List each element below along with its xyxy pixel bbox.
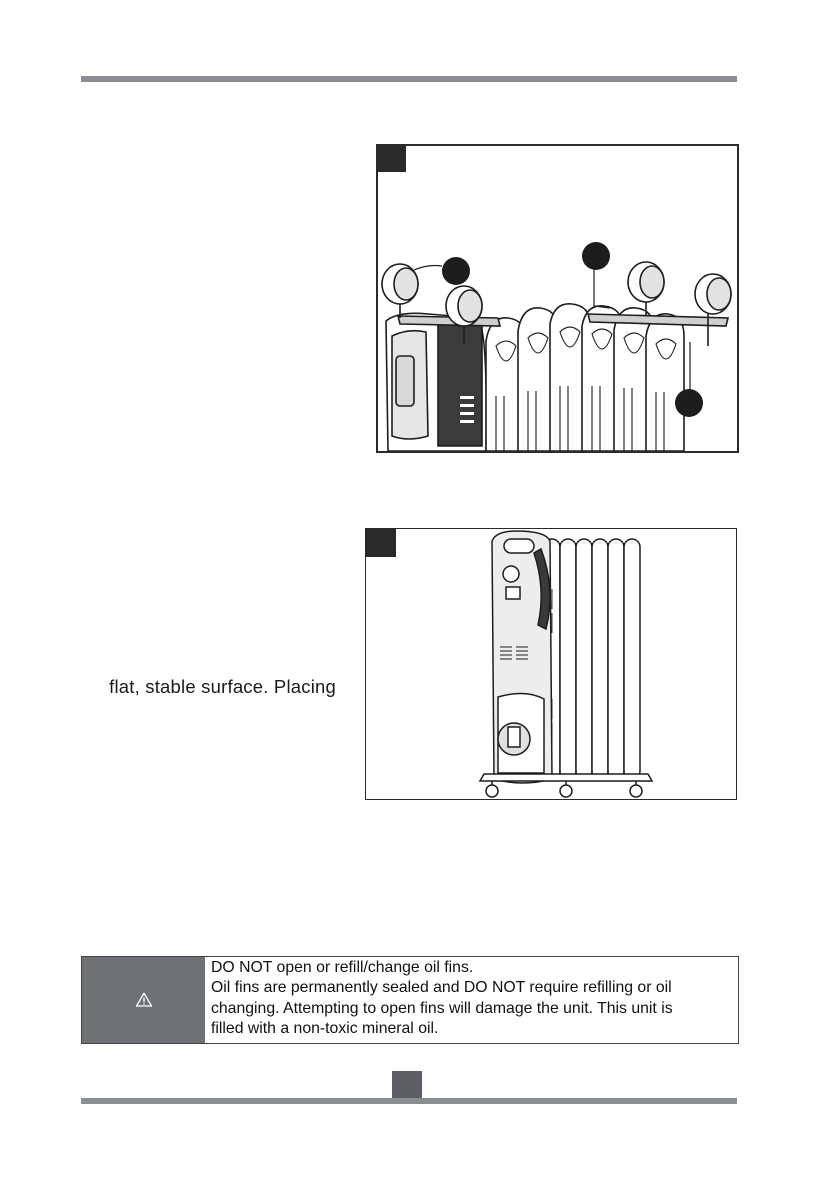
warning-box <box>81 956 739 1044</box>
header-rule <box>81 76 737 82</box>
warning-label-cell <box>82 957 205 1043</box>
footer-rule <box>81 1098 737 1104</box>
figure-caster-assembly <box>376 144 739 453</box>
warning-triangle-icon <box>135 991 153 1009</box>
figure-number-tag <box>378 146 406 172</box>
body-text-line: flat, stable surface. Placing <box>109 676 336 697</box>
caster-assembly-illustration <box>378 146 737 451</box>
warning-line: Oil fins are permanently sealed and DO NOT require refilling or oil <box>211 979 672 997</box>
figure-number-tag <box>366 529 396 557</box>
warning-text <box>205 957 738 1043</box>
warning-line: DO NOT open or refill/change oil fins. <box>211 959 474 976</box>
callout-circle <box>582 242 610 270</box>
callout-circle <box>675 389 703 417</box>
page-number-box <box>392 1071 422 1101</box>
upright-heater-illustration <box>366 529 736 799</box>
warning-line: filled with a non-toxic mineral oil. <box>211 1020 439 1038</box>
figure-upright-heater <box>365 528 737 800</box>
callout-circle <box>442 257 470 285</box>
warning-line: changing. Attempting to open fins will damage the unit. This unit is <box>211 999 673 1017</box>
